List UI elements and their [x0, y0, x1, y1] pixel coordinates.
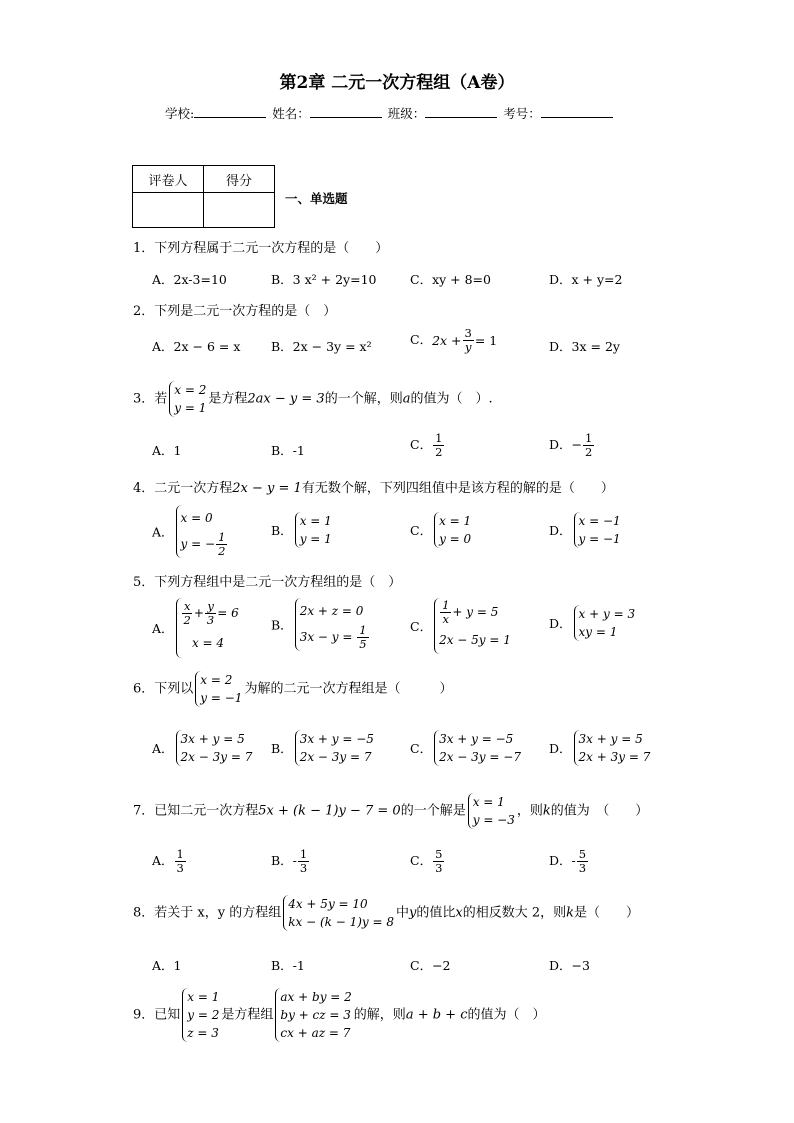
page-title: 第2章 二元一次方程组（A卷） — [279, 73, 515, 93]
q6-option-a[interactable]: A．3x + y = 5 2x − 3y = 7 — [152, 732, 253, 764]
q5-option-c[interactable]: C． $\frac{1}{x}$ + y = 5 2x − 5y = 1 — [410, 598, 513, 654]
q8-option-a[interactable]: A．1 — [152, 958, 182, 973]
q8-option-d[interactable]: D．−3 — [549, 958, 590, 973]
q7-option-d[interactable]: D．- $\frac{5}{3}$ — [549, 847, 587, 875]
grader-cell[interactable] — [133, 193, 204, 228]
q1-option-c[interactable]: C．xy + 8=0 — [410, 272, 491, 287]
school-blank[interactable] — [194, 104, 266, 118]
q1-option-a[interactable]: A．2x-3=10 — [152, 272, 227, 287]
question-1-stem: 1．下列方程属于二元一次方程的是（ ） — [133, 241, 389, 256]
question-7-stem: 7．已知二元一次方程5x + (k − 1)y − 7 = 0的一个解是x = 1 y = −3，则k的值为 （ ） — [133, 795, 649, 827]
name-label: 姓名： — [272, 106, 310, 121]
q4-option-b[interactable]: B．x = 1 y = 1 — [271, 514, 332, 546]
q3-option-b[interactable]: B．-1 — [271, 443, 305, 458]
name-blank[interactable] — [310, 104, 382, 118]
q5-option-a[interactable]: A． $\frac{x}{2}$ + $\frac{y}{3}$ = 6 x = 4 — [152, 598, 241, 658]
q3-option-a[interactable]: A．1 — [152, 443, 182, 458]
question-8-stem: 8．若关于 x，y 的方程组4x + 5y = 10 kx − (k − 1)y = 8中y的值比x的相反数大 2，则k是（ ） — [133, 897, 640, 929]
q2-option-b[interactable]: B．2x − 3y = x² — [271, 339, 372, 354]
q8-option-b[interactable]: B．-1 — [271, 958, 305, 973]
q5-option-d[interactable]: D．x + y = 3 xy = 1 — [549, 607, 636, 639]
q2-option-d[interactable]: D．3x = 2y — [549, 339, 620, 354]
q2-option-c[interactable]: C．2x + $\frac{3}{y}$ = 1 — [410, 326, 498, 354]
class-blank[interactable] — [425, 104, 497, 118]
grader-header: 评卷人 — [133, 166, 204, 193]
question-3-stem: 3．若x = 2 y = 1是方程2ax − y = 3的一个解，则a的值为（ ）. — [133, 383, 493, 415]
question-2-stem: 2．下列是二元一次方程的是（ ） — [133, 304, 337, 319]
question-9-stem: 9．已知x = 1 y = 2 z = 3是方程组ax + by = 2 by + cz = 3 cx + az = 7的解，则a + b + c的值为（ ） — [133, 990, 546, 1040]
class-label: 班级： — [387, 106, 426, 121]
student-info-line — [165, 104, 615, 122]
score-table — [132, 165, 275, 228]
q6-option-c[interactable]: C．3x + y = −5 2x − 3y = −7 — [410, 732, 521, 764]
q4-option-d[interactable]: D．x = −1 y = −1 — [549, 514, 621, 546]
q6-option-d[interactable]: D．3x + y = 5 2x + 3y = 7 — [549, 732, 651, 764]
number-label: 考号： — [503, 106, 541, 121]
q6-option-b[interactable]: B．3x + y = −5 2x − 3y = 7 — [271, 732, 374, 764]
number-blank[interactable] — [541, 104, 613, 118]
q2-option-a[interactable]: A．2x − 6 = x — [152, 339, 241, 354]
question-4-stem: 4．二元一次方程2x − y = 1有无数个解，下列四组值中是该方程的解的是（ ） — [133, 481, 614, 496]
school-label: 学校: — [165, 106, 195, 121]
q1-option-d[interactable]: D．x + y=2 — [549, 272, 623, 287]
q3-solution-system: x = 2 y = 1 — [169, 381, 206, 417]
score-cell[interactable] — [204, 193, 275, 228]
section-heading: 一、单选题 — [285, 191, 348, 206]
score-header: 得分 — [204, 166, 275, 193]
question-6-stem: 6．下列以x = 2 y = −1为解的二元一次方程组是（ ） — [133, 673, 453, 705]
q3-option-d[interactable]: D．− $\frac{1}{2}$ — [549, 431, 593, 459]
q4-option-c[interactable]: C．x = 1 y = 0 — [410, 514, 472, 546]
question-5-stem: 5．下列方程组中是二元一次方程组的是（ ） — [133, 575, 402, 590]
q3-option-c[interactable]: C． $\frac{1}{2}$ — [410, 431, 443, 459]
q7-option-b[interactable]: B．- $\frac{1}{3}$ — [271, 847, 308, 875]
q5-option-b[interactable]: B．2x + z = 0 3x − y = $\frac{1}{5}$ — [271, 598, 372, 651]
q1-option-b[interactable]: B．3 x² + 2y=10 — [271, 272, 377, 287]
q7-option-c[interactable]: C． $\frac{5}{3}$ — [410, 847, 443, 875]
q8-option-c[interactable]: C．−2 — [410, 958, 451, 973]
q7-option-a[interactable]: A． $\frac{1}{3}$ — [152, 847, 184, 875]
q4-option-a[interactable]: A．x = 0 y = − $\frac{1}{2}$ — [152, 505, 230, 558]
